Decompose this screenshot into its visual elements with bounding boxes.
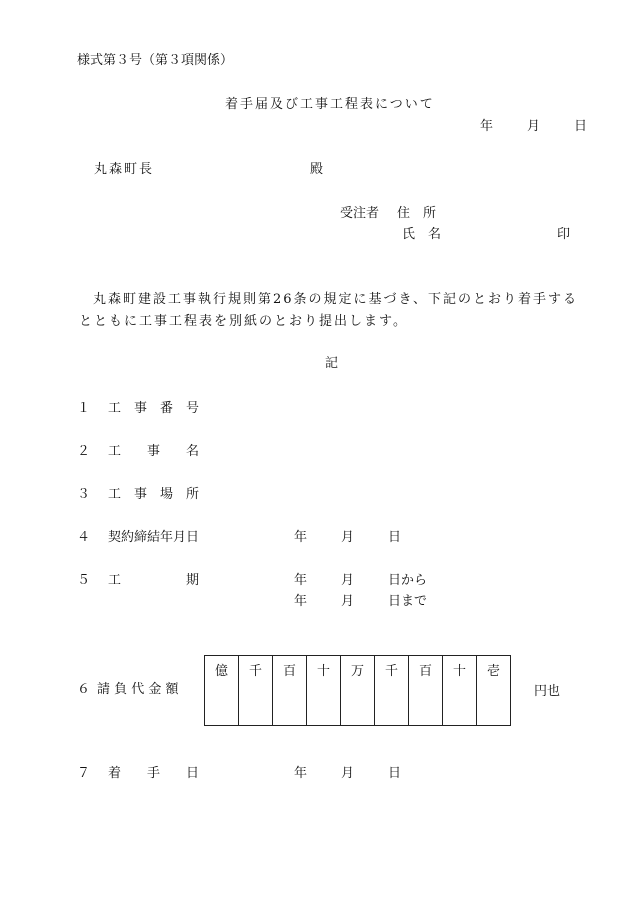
item-3-label: 工 事 場 所 xyxy=(108,487,200,502)
amount-digit-hyaku-man[interactable]: 百 xyxy=(273,656,307,726)
item-6-label: 請 負 代 金 額 xyxy=(97,682,179,697)
item-5-to-day: 日まで xyxy=(388,594,428,609)
document-title: 着手届及び工事工程表について xyxy=(225,97,435,112)
date-day-label: 日 xyxy=(574,119,588,134)
item-4-day: 日 xyxy=(388,530,402,545)
item-1-number: １ xyxy=(77,401,91,416)
item-4-label: 契約締結年月日 xyxy=(108,530,200,545)
item-5-to-month: 月 xyxy=(341,594,355,609)
date-year-label: 年 xyxy=(480,119,494,134)
item-7-label: 着 手 日 xyxy=(108,766,200,781)
item-7-year: 年 xyxy=(294,766,308,781)
item-4-month: 月 xyxy=(341,530,355,545)
amount-digit-oku[interactable]: 億 xyxy=(205,656,239,726)
item-7-month: 月 xyxy=(341,766,355,781)
item-3-number: ３ xyxy=(77,487,91,502)
item-1-label: 工 事 番 号 xyxy=(108,401,200,416)
contract-amount-table xyxy=(204,655,511,726)
ki-heading: 記 xyxy=(325,356,339,371)
amount-digit-ichi[interactable]: 壱 xyxy=(477,656,511,726)
date-month-label: 月 xyxy=(527,119,541,134)
contractor-address-label: 住 所 xyxy=(397,206,437,221)
item-6-number: ６ xyxy=(77,682,91,697)
amount-suffix: 円也 xyxy=(534,684,561,699)
contractor-name-label: 氏 名 xyxy=(402,227,442,242)
amount-digit-juu[interactable]: 十 xyxy=(443,656,477,726)
item-2-number: ２ xyxy=(77,444,91,459)
contractor-seal: 印 xyxy=(557,227,571,242)
item-5-from-day: 日から xyxy=(388,573,428,588)
amount-digit-sen[interactable]: 千 xyxy=(375,656,409,726)
amount-digit-man[interactable]: 万 xyxy=(341,656,375,726)
amount-digit-sen-man[interactable]: 千 xyxy=(239,656,273,726)
item-4-year: 年 xyxy=(294,530,308,545)
item-4-number: ４ xyxy=(77,530,91,545)
item-7-number: ７ xyxy=(77,766,91,781)
item-7-day: 日 xyxy=(388,766,402,781)
amount-digit-juu-man[interactable]: 十 xyxy=(307,656,341,726)
addressee-honorific: 殿 xyxy=(310,162,324,177)
item-5-from-year: 年 xyxy=(294,573,308,588)
item-5-from-month: 月 xyxy=(341,573,355,588)
body-line-1: 丸森町建設工事執行規則第26条の規定に基づき、下記のとおり着手する xyxy=(93,292,579,307)
contractor-role: 受注者 xyxy=(340,206,380,221)
item-5-label: 工 期 xyxy=(108,573,200,588)
item-5-to-year: 年 xyxy=(294,594,308,609)
amount-digit-hyaku[interactable]: 百 xyxy=(409,656,443,726)
addressee-name: 丸森町長 xyxy=(94,162,155,177)
body-line-2: とともに工事工程表を別紙のとおり提出します。 xyxy=(79,314,408,329)
form-number: 様式第３号（第３項関係） xyxy=(77,53,234,68)
item-2-label: 工 事 名 xyxy=(108,444,200,459)
item-5-number: ５ xyxy=(77,573,91,588)
